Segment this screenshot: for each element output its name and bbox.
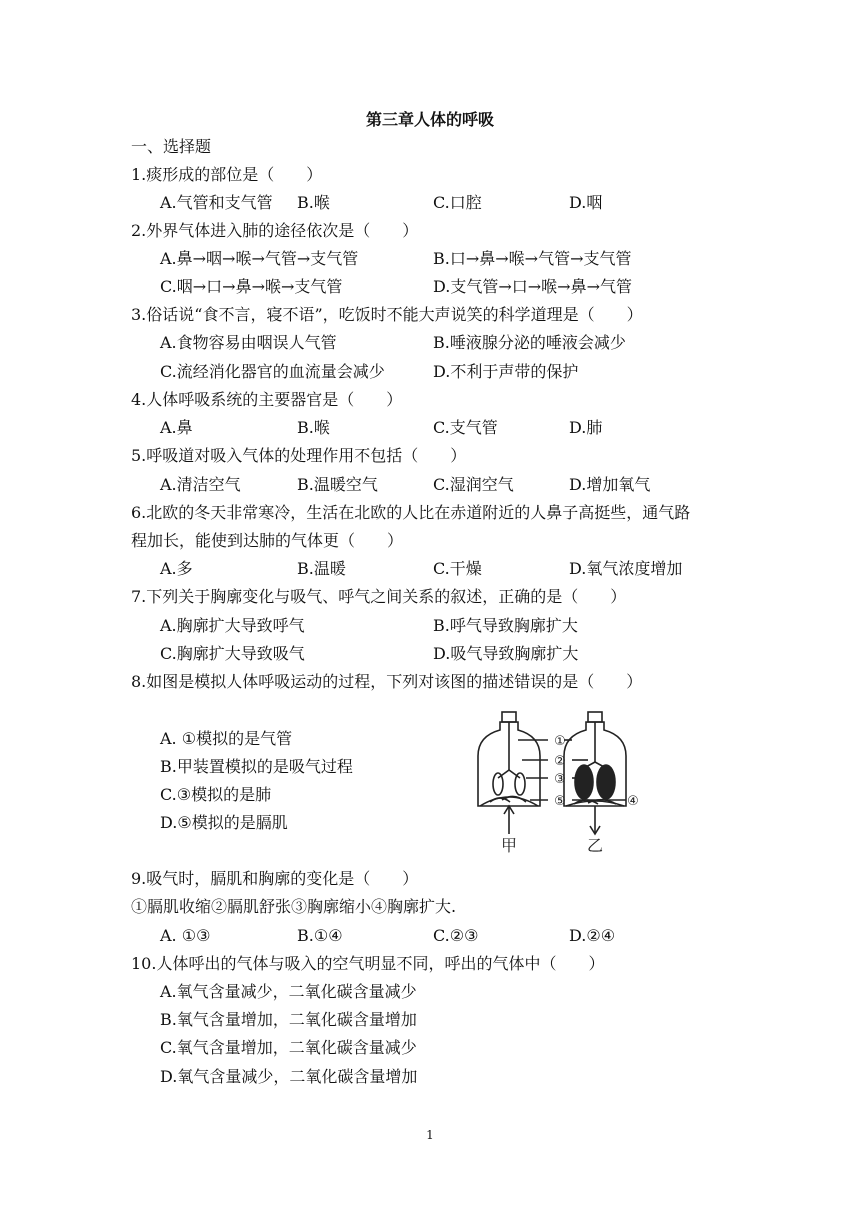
q3-option-b: B.唾液腺分泌的唾液会减少 (433, 333, 626, 352)
q9-option-c: C.②③ (433, 926, 479, 945)
q8-option-c: C.③模拟的是肺 (160, 785, 272, 804)
question-9-stem: 9.吸气时，膈肌和胸廓的变化是（ ） (131, 869, 419, 888)
q7-option-d: D.吸气导致胸廓扩大 (433, 644, 579, 663)
question-8-stem: 8.如图是模拟人体呼吸运动的过程，下列对该图的描述错误的是（ ） (131, 672, 643, 691)
figure-label-3: ③ (554, 772, 566, 787)
q7-option-a: A.胸廓扩大导致呼气 (160, 616, 305, 635)
q10-option-a: A.氧气含量减少，二氧化碳含量减少 (160, 982, 417, 1001)
q6-option-a: A.多 (160, 559, 193, 578)
q8-option-b: B.甲装置模拟的是吸气过程 (160, 757, 353, 776)
breathing-model-figure (470, 706, 640, 854)
q2-option-c: C.咽→口→鼻→喉→支气管 (160, 277, 343, 296)
page-number: 1 (426, 1128, 434, 1142)
q10-option-d: D.氧气含量减少，二氧化碳含量增加 (160, 1067, 418, 1086)
q5-option-c: C.湿润空气 (433, 475, 514, 494)
q10-option-b: B.氧气含量增加，二氧化碳含量增加 (160, 1010, 417, 1029)
q9-option-a: A. ①③ (160, 926, 211, 945)
q9-option-d: D.②④ (569, 926, 616, 945)
question-1-stem: 1.痰形成的部位是（ ） (131, 165, 323, 184)
q7-option-c: C.胸廓扩大导致吸气 (160, 644, 305, 663)
page-title: 第三章人体的呼吸 (365, 110, 494, 129)
question-6-stem: 6.北欧的冬天非常寒冷，生活在北欧的人比在赤道附近的人鼻子高挺些，通气路 (131, 503, 691, 522)
question-7-stem: 7.下列关于胸廓变化与吸气、呼气之间关系的叙述，正确的是（ ） (131, 587, 627, 606)
question-10-stem: 10.人体呼出的气体与吸入的空气明显不同，呼出的气体中（ ） (131, 954, 605, 973)
figure-caption-right: 乙 (586, 836, 604, 854)
q10-option-c: C.氧气含量增加，二氧化碳含量减少 (160, 1038, 417, 1057)
q6-option-d: D.氧气浓度增加 (569, 559, 683, 578)
q5-option-b: B.温暖空气 (297, 475, 378, 494)
q3-option-d: D.不利于声带的保护 (433, 362, 579, 381)
section-heading: 一、选择题 (131, 137, 212, 156)
q2-option-a: A.鼻→咽→喉→气管→支气管 (160, 249, 359, 268)
q2-option-b: B.口→鼻→喉→气管→支气管 (433, 249, 632, 268)
q8-option-a: A. ①模拟的是气管 (160, 729, 293, 748)
q4-option-b: B.喉 (297, 418, 330, 437)
q8-option-d: D.⑤模拟的是膈肌 (160, 813, 288, 832)
question-3-stem: 3.俗话说“食不言，寝不语”，吃饭时不能大声说笑的科学道理是（ ） (131, 305, 643, 324)
figure-caption-left: 甲 (500, 836, 518, 854)
q3-option-c: C.流经消化器官的血流量会减少 (160, 362, 385, 381)
q4-option-a: A.鼻 (160, 418, 193, 437)
q3-option-a: A.食物容易由咽误人气管 (160, 333, 337, 352)
figure-label-5: ⑤ (554, 794, 566, 809)
q2-option-d: D.支气管→口→喉→鼻→气管 (433, 277, 632, 296)
q1-option-b: B.喉 (297, 193, 330, 212)
q6-option-c: C.干燥 (433, 559, 482, 578)
q1-option-a: A.气管和支气管 (160, 193, 273, 212)
q4-option-d: D.肺 (569, 418, 603, 437)
question-4-stem: 4.人体呼吸系统的主要器官是（ ） (131, 390, 403, 409)
q4-option-c: C.支气管 (433, 418, 498, 437)
question-2-stem: 2.外界气体进入肺的途径依次是（ ） (131, 221, 419, 240)
question-9-stem-continued: ①膈肌收缩②膈肌舒张③胸廓缩小④胸廓扩大. (131, 897, 457, 916)
question-6-stem-continued: 程加长，能使到达肺的气体更（ ） (131, 531, 404, 550)
question-5-stem: 5.呼吸道对吸入气体的处理作用不包括（ ） (131, 446, 467, 465)
q5-option-a: A.清洁空气 (160, 475, 241, 494)
figure-label-2: ② (554, 754, 566, 769)
q1-option-d: D.咽 (569, 193, 603, 212)
figure-label-4: ④ (627, 794, 639, 809)
q9-option-b: B.①④ (297, 926, 343, 945)
q7-option-b: B.呼气导致胸廓扩大 (433, 616, 578, 635)
q1-option-c: C.口腔 (433, 193, 482, 212)
q5-option-d: D.增加氧气 (569, 475, 651, 494)
figure-label-1: ① (554, 734, 566, 749)
q6-option-b: B.温暖 (297, 559, 346, 578)
breathing-model-diagram (470, 706, 640, 854)
